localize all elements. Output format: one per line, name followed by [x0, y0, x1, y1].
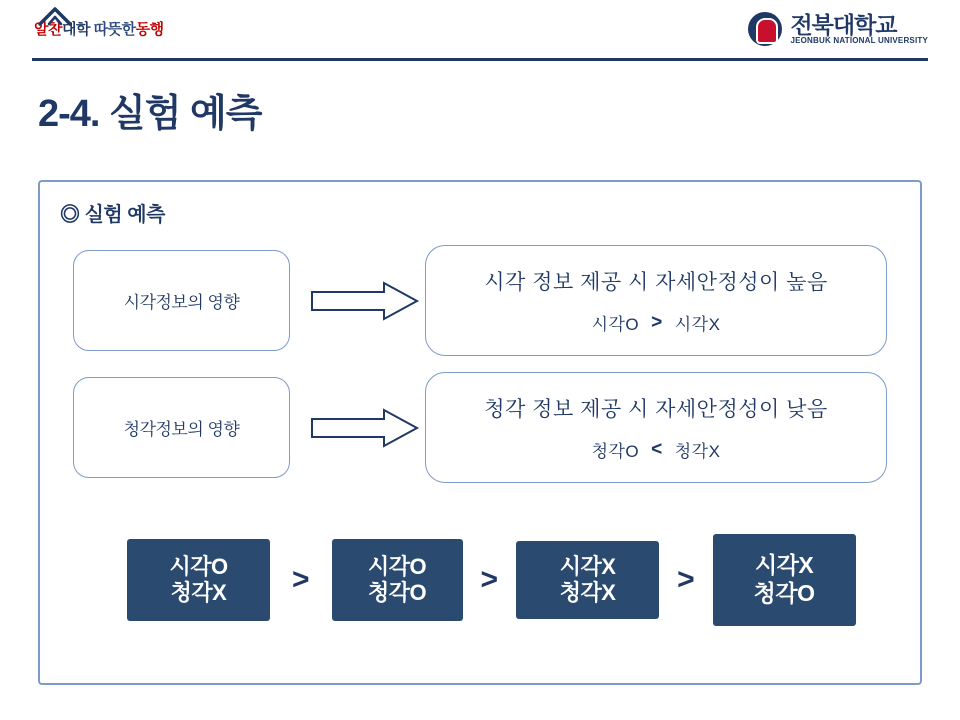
- rank-chip: [516, 541, 659, 619]
- section-heading: [60, 198, 165, 227]
- ranking-sequence: [80, 527, 890, 632]
- rank-chip-line2: 청각O: [367, 579, 427, 605]
- cause-box: 청각정보의 영향: [73, 377, 290, 478]
- effect-left-term: 시각O: [591, 315, 640, 334]
- effect-operator: <: [651, 438, 663, 460]
- ranking-separator: >: [292, 562, 310, 596]
- section-label-text: 실험 예측: [84, 204, 165, 226]
- house-icon: [38, 6, 72, 26]
- rank-chip-line1: 시각O: [367, 553, 427, 579]
- rank-chip-line1: 시각X: [559, 553, 616, 579]
- ranking-separator: >: [677, 562, 695, 596]
- rank-chip-line2: 청각X: [559, 579, 616, 605]
- effect-main-text: 시각 정보 제공 시 자세안정성이 높음: [484, 271, 828, 294]
- university-name-en: JEONBUK NATIONAL UNIVERSITY: [790, 35, 928, 45]
- effect-box: [425, 372, 887, 483]
- rank-chip-line1: 시각X: [754, 552, 814, 579]
- left-brand: [34, 18, 164, 39]
- page-title: 2-4. 실험 예측: [38, 93, 262, 135]
- header-divider: [32, 58, 928, 61]
- effect-right-term: 시각X: [674, 315, 721, 334]
- ranking-separator: >: [480, 562, 499, 596]
- cause-box: 시각정보의 영향: [73, 250, 290, 351]
- right-arrow-icon: [310, 280, 420, 322]
- rank-chip-line2: 청각X: [170, 579, 227, 605]
- effect-main-text: 청각 정보 제공 시 자세안정성이 낮음: [484, 398, 828, 421]
- university-names: [790, 13, 928, 46]
- university-emblem-icon: [748, 12, 782, 46]
- effect-right-term: 청각X: [674, 442, 721, 461]
- left-brand-part3: 따뜻한: [93, 21, 136, 38]
- rank-chip-line2: 청각O: [753, 579, 815, 606]
- effect-comparison: [592, 310, 721, 335]
- left-brand-part2: 대학: [61, 21, 94, 38]
- rank-chip-line1: 시각O: [169, 553, 228, 579]
- left-brand-part1: 알찬: [34, 21, 62, 38]
- section-bullet-icon: ◎: [60, 204, 80, 226]
- prediction-row: [40, 377, 924, 487]
- effect-box: [425, 245, 887, 356]
- right-arrow-icon: [310, 407, 420, 449]
- content-panel: [38, 180, 922, 685]
- effect-operator: >: [651, 311, 663, 333]
- slide-header: [0, 0, 960, 62]
- left-brand-part4: 동행: [135, 21, 164, 38]
- rank-chip: [332, 539, 463, 621]
- effect-comparison: [592, 437, 721, 462]
- university-name-kr: 전북대학교: [790, 11, 897, 38]
- effect-left-term: 청각O: [591, 442, 640, 461]
- prediction-row: [40, 250, 924, 360]
- right-brand: [748, 12, 928, 46]
- rank-chip: [713, 534, 856, 626]
- rank-chip: [127, 539, 270, 621]
